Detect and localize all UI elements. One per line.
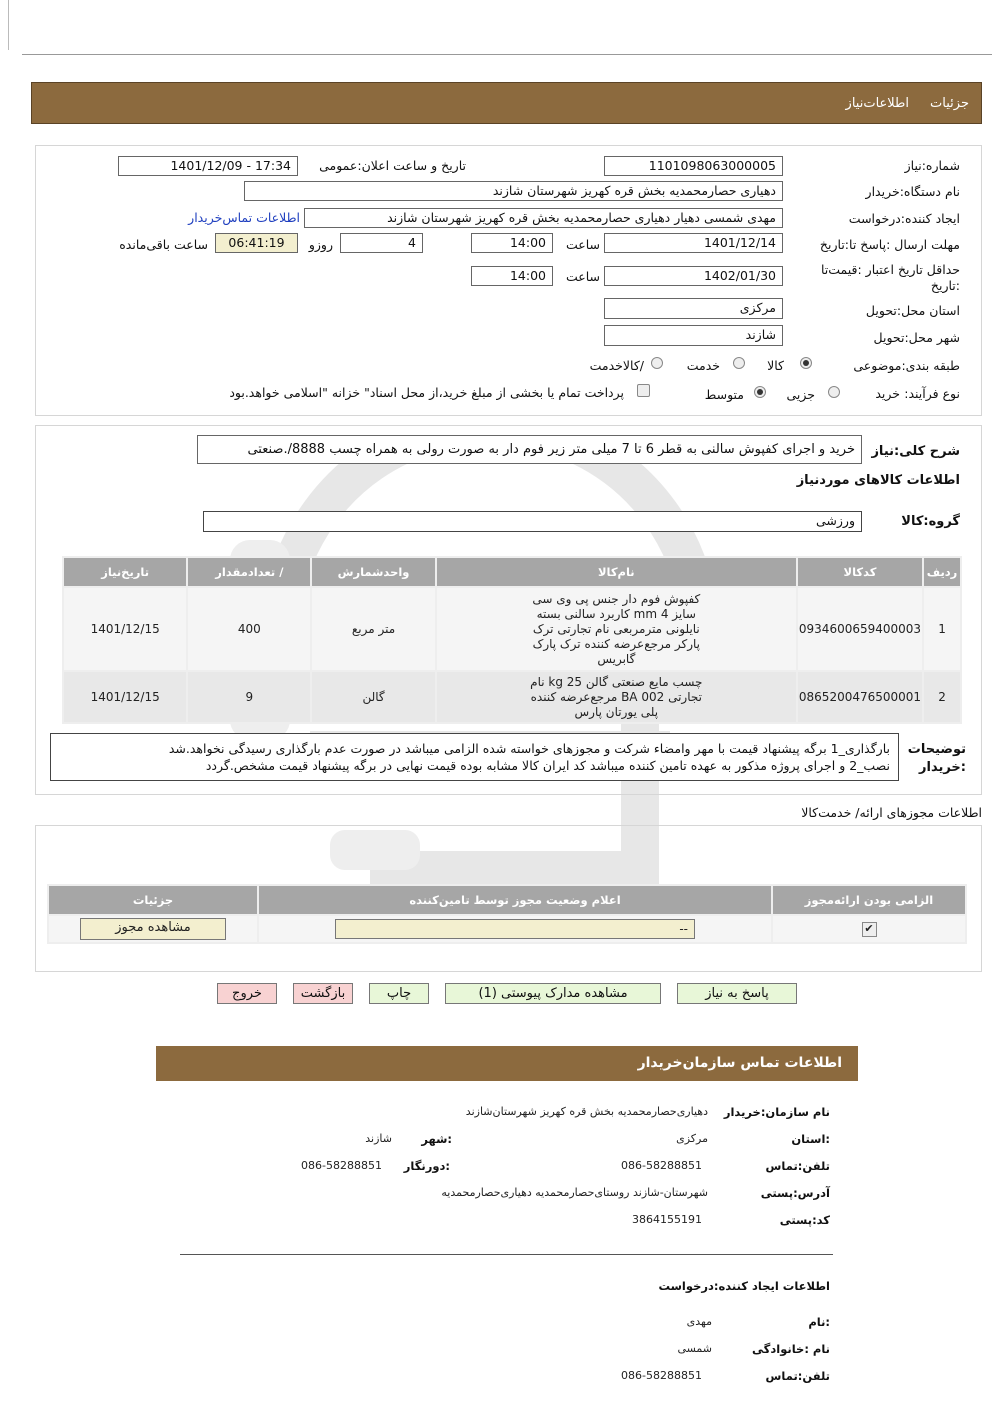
validity-time-field: 14:00 xyxy=(471,266,553,286)
summary-field: خرید و اجرای کفپوش سالنی به قطر 6 تا 7 میلی متر زیر فوم دار به صورت رولی به همراه چسب 8888/.صنعتی xyxy=(197,435,862,464)
contact-phone-value: 086-58288851 xyxy=(621,1159,702,1172)
process-partial-radio[interactable] xyxy=(828,386,840,398)
required-checkbox: ✔ xyxy=(862,922,877,937)
remaining-time-field: 06:41:19 xyxy=(215,233,298,253)
row-date: 1401/12/15 xyxy=(64,672,186,722)
contact-org-value: دهیاری‌حصارمحمدیه بخش قره کهریز شهرستان‌شازند xyxy=(465,1105,708,1118)
header-bar xyxy=(31,82,982,124)
remaining-label: ساعت باقی‌مانده xyxy=(119,237,208,252)
city-field: شازند xyxy=(604,325,783,346)
licenses-title: اطلاعات مجوزهای ارائه/ خدمت‌کالا xyxy=(801,805,982,820)
contact-province-value: مرکزی xyxy=(676,1132,708,1145)
contact-address-label: آدرس:پستی xyxy=(760,1186,830,1200)
buyer-org-field: دهیاری حصارمحمدیه بخش قره کهریز شهرستان شازند xyxy=(244,181,783,201)
deadline-label: مهلت ارسال :پاسخ تا:تاریخ xyxy=(819,237,960,252)
creator-name-value: مهدی xyxy=(686,1315,712,1328)
process-medium-label: متوسط xyxy=(704,387,744,402)
col-license-details: جزئیات xyxy=(49,886,257,914)
attachments-button[interactable]: مشاهده مدارک پیوستی (1) xyxy=(445,983,661,1004)
payment-note: پرداخت تمام یا بخشی از مبلغ خرید،از محل اسناد" خزانه "اسلامی خواهد.بود xyxy=(229,385,624,400)
deadline-date-field: 1401/12/14 xyxy=(604,233,783,253)
details-cell xyxy=(49,916,257,942)
creator-family-value: شمسی xyxy=(677,1342,712,1355)
contact-fax-value: 086-58288851 xyxy=(301,1159,382,1172)
creator-label: ایجاد کننده:درخواست xyxy=(848,211,960,226)
col-code: کدکالا xyxy=(798,558,922,586)
creator-phone-label: تلفن:تماس xyxy=(765,1369,830,1383)
col-date: تاریخ‌نیاز xyxy=(64,558,186,586)
contact-province-label: :استان xyxy=(791,1132,830,1146)
table-row xyxy=(64,672,960,722)
days-label: روزو xyxy=(308,237,333,252)
validity-date-field: 1402/01/30 xyxy=(604,266,783,286)
summary-label: شرح کلی:نیاز xyxy=(871,444,960,459)
tab-need-info[interactable]: اطلاعات‌نیاز xyxy=(845,96,909,111)
city-label: شهر محل:تحویل xyxy=(873,330,960,345)
frame-line xyxy=(8,0,9,50)
validity-hour-label: ساعت xyxy=(565,269,600,284)
row-index: 2 xyxy=(924,672,960,722)
category-goods-label: کالا xyxy=(767,358,784,373)
exit-button[interactable]: خروج xyxy=(217,983,277,1004)
row-unit: گالن xyxy=(312,672,434,722)
province-field: مرکزی xyxy=(604,298,783,319)
creator-phone-value: 086-58288851 xyxy=(621,1369,702,1382)
category-service-radio[interactable] xyxy=(733,357,745,369)
row-qty: 400 xyxy=(188,588,310,670)
required-cell xyxy=(773,916,965,942)
contact-city-label: :شهر xyxy=(421,1132,452,1146)
contact-city-value: شازند xyxy=(365,1132,392,1145)
top-divider xyxy=(22,54,992,55)
deadline-hour-label: ساعت xyxy=(565,237,600,252)
col-qty: / تعدادمقدار xyxy=(188,558,310,586)
col-license-status: اعلام وضعیت مجوز توسط تامین‌کننده xyxy=(259,886,771,914)
col-index: ردیف xyxy=(924,558,960,586)
contact-title: اطلاعات تماس سازمان‌خریدار xyxy=(637,1055,842,1071)
buyer-contact-link[interactable]: اطلاعات تماس‌خریدار xyxy=(188,210,300,225)
licenses-table xyxy=(47,884,967,944)
buyer-notes-line-2: نصب_2 و اجرای پروژه مذکور به عهده تامین کننده میباشد کد ایران کالا مشابه بوده قیمت نهایی در برگه پیشنهاد قیمت مشخص.گردد xyxy=(205,758,890,773)
tab-details[interactable]: جزئیات xyxy=(930,96,969,111)
col-required: الزامی بودن ارائه‌مجوز xyxy=(773,886,965,914)
contact-address-value: شهرستان-شازند روستای‌حصارمحمدیه دهیاری‌حصارمحمدیه xyxy=(441,1186,708,1199)
print-button[interactable]: چاپ xyxy=(369,983,429,1004)
row-index: 1 xyxy=(924,588,960,670)
validity-label-2: :تاریخ xyxy=(930,278,960,293)
creator-name-label: :نام xyxy=(808,1315,830,1329)
view-license-button[interactable]: مشاهده مجوز xyxy=(80,918,226,940)
goods-table xyxy=(62,556,962,724)
category-both-label: /کالاخدمت xyxy=(589,358,644,373)
col-unit: واحدشمارش xyxy=(312,558,434,586)
contact-org-label: نام سازمان:خریدار xyxy=(723,1105,830,1119)
row-qty: 9 xyxy=(188,672,310,722)
process-type-label: نوع فرآیند: xyxy=(904,386,960,401)
buyer-notes-label: توضیحات xyxy=(907,742,966,757)
contact-fax-label: :دورنگار xyxy=(403,1159,450,1173)
goods-group-label: گروه:کالا xyxy=(901,514,960,529)
validity-label: حداقل تاریخ اعتبار :قیمت‌تا xyxy=(820,262,960,277)
contact-header xyxy=(156,1046,858,1081)
row-goods-name: چسب مایع صنعتی گالن 25 kg نام تجارتی BA 002 مرجع‌عرضه کننده پلی یورتان پارس xyxy=(437,672,796,722)
category-both-radio[interactable] xyxy=(651,357,663,369)
goods-group-field: ورزشی xyxy=(203,511,862,532)
creator-info-title: اطلاعات ایجاد کننده:درخواست xyxy=(658,1279,830,1293)
creator-field: مهدی شمسی دهیار دهیاری حصارمحمدیه بخش قره کهریز شهرستان شازند xyxy=(304,208,783,228)
need-number-field: 1101098063000005 xyxy=(604,156,783,176)
contact-postal-value: 3864155191 xyxy=(632,1213,702,1226)
need-number-label: شماره:نیاز xyxy=(904,158,960,173)
creator-family-label: نام :خانوادگی xyxy=(752,1342,830,1356)
buyer-org-label: نام دستگاه:خریدار xyxy=(865,184,960,199)
col-name: نام‌کالا xyxy=(437,558,796,586)
contact-phone-label: تلفن:تماس xyxy=(765,1159,830,1173)
category-service-label: خدمت xyxy=(686,358,720,373)
process-medium-radio[interactable] xyxy=(754,386,766,398)
row-code: 0865200476500001 xyxy=(798,672,922,722)
process-buy-label: خرید xyxy=(875,386,900,401)
announce-date-label: تاریخ و ساعت اعلان:عمومی xyxy=(319,158,466,173)
process-partial-label: جزیی xyxy=(786,387,815,402)
contact-divider xyxy=(180,1254,833,1255)
goods-info-title: اطلاعات کالاهای موردنیاز xyxy=(796,473,960,488)
row-unit: متر مربع xyxy=(312,588,434,670)
deadline-time-field: 14:00 xyxy=(471,233,553,253)
table-row xyxy=(49,916,965,942)
row-goods-name: کفپوش فوم دار جنس پی وی سی سایز 4 mm کاربرد سالنی بسته نایلونی مترمربعی نام تجارتی ترک پارکر مرجع‌عرضه کننده ترک پارک گابریس xyxy=(437,588,796,670)
province-label: استان محل:تحویل xyxy=(865,303,960,318)
days-field: 4 xyxy=(340,233,423,253)
announce-date-field: 1401/12/09 - 17:34 xyxy=(118,156,298,176)
buyer-notes-line-1: بارگذاری_1 برگه پیشنهاد قیمت با مهر وامضاء شرکت و مجوزهای خواسته شده الزامی میباشد در صورت عدم بارگذاری رسیدگی نخواهد.شد xyxy=(168,741,890,756)
row-code: 0934600659400003 xyxy=(798,588,922,670)
reply-button[interactable]: پاسخ به نیاز xyxy=(677,983,797,1004)
buyer-notes-field xyxy=(50,733,899,781)
category-goods-radio[interactable] xyxy=(800,357,812,369)
table-row xyxy=(64,588,960,670)
back-button[interactable]: بازگشت xyxy=(293,983,353,1004)
license-status-field: -- xyxy=(335,919,695,939)
row-date: 1401/12/15 xyxy=(64,588,186,670)
status-cell xyxy=(259,916,771,942)
buyer-notes-label-2: :خریدار xyxy=(919,760,966,775)
contact-postal-label: کد:پستی xyxy=(779,1213,830,1227)
category-label: طبقه بندی:موضوعی xyxy=(853,358,960,373)
payment-checkbox[interactable] xyxy=(637,384,650,397)
